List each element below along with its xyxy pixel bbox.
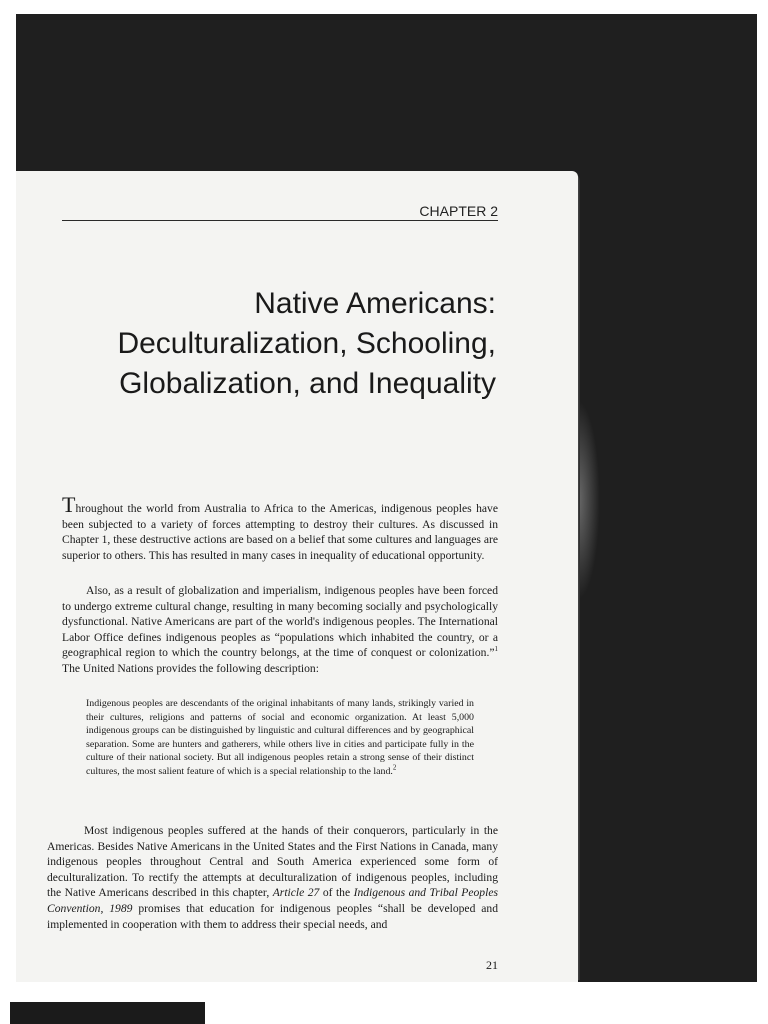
- block-quote: [86, 697, 474, 778]
- paragraph: [62, 492, 498, 563]
- page-shadow: [578, 400, 600, 600]
- italic-text: Indigenous and Tribal Peoples Convention, 1989: [47, 886, 498, 915]
- scan-background-strip: [10, 1002, 205, 1024]
- paragraph-text: hroughout the world from Australia to Africa to the Americas, indigenous peoples have been subjected to a variety of forces attempting to destroy their cultures. As discussed in Chapter 1, these destructive actions are based on a belief that some cultures and languages are superior to others. This has resulted in many cases in inequality of educational opportunity.: [62, 502, 498, 562]
- quote-text: Indigenous peoples are descendants of the original inhabitants of many lands, strikingly varied in their cultures, religions and patterns of social and economic organization. At least 5,000 indigenous groups can be distinguished by linguistic and cultural differences and by geographical separation. Some are hunters and gatherers, while others live in cities and participate fully in the culture of their national society. But all indigenous peoples retain a strong sense of their distinct cultures, the most salient feature of which is a special relationship to the land.: [86, 698, 474, 777]
- title-line: Native Americans:: [254, 287, 496, 320]
- paragraph-text: of the: [319, 886, 354, 900]
- header-rule: [62, 220, 498, 221]
- footnote-marker: 2: [392, 763, 397, 772]
- paragraph: [47, 823, 498, 932]
- running-head: CHAPTER 2: [419, 203, 498, 219]
- page-number: 21: [486, 958, 498, 972]
- paragraph-text: promises that education for indigenous peoples “shall be developed and implemented in cooperation with them to address their special needs, and: [47, 901, 499, 931]
- title-line: Globalization, and Inequality: [119, 367, 496, 400]
- chapter-title: [40, 284, 496, 404]
- paragraph-text: Also, as a result of globalization and imperialism, indigenous peoples have been forced to undergo extreme cultural change, resulting in many becoming socially and psychologically dysfunctional. Native Americans are part of the world's indigenous peoples. The International Labor Office defines indigenous peoples as “populations which inhabited the country, or a geographical region to which the country belongs, at the time of conquest or colonization.”: [62, 584, 498, 660]
- italic-text: Article 27: [272, 886, 320, 900]
- footnote-marker: 1: [494, 645, 498, 654]
- paragraph: [62, 583, 498, 677]
- paragraph-text: Most indigenous peoples suffered at the hands of their conquerors, particularly in the Americas. Besides Native Americans in the United States and the First Nations in Canada, many indigenous peoples throughout Central and South America experienced some form of deculturalization. To rectify the attempts at deculturalization of indigenous peoples, including the Native Americans described in this chapter,: [47, 824, 498, 900]
- drop-cap: T: [62, 492, 76, 517]
- title-line: Deculturalization, Schooling,: [117, 327, 496, 360]
- paragraph-text: The United Nations provides the following description:: [62, 661, 319, 675]
